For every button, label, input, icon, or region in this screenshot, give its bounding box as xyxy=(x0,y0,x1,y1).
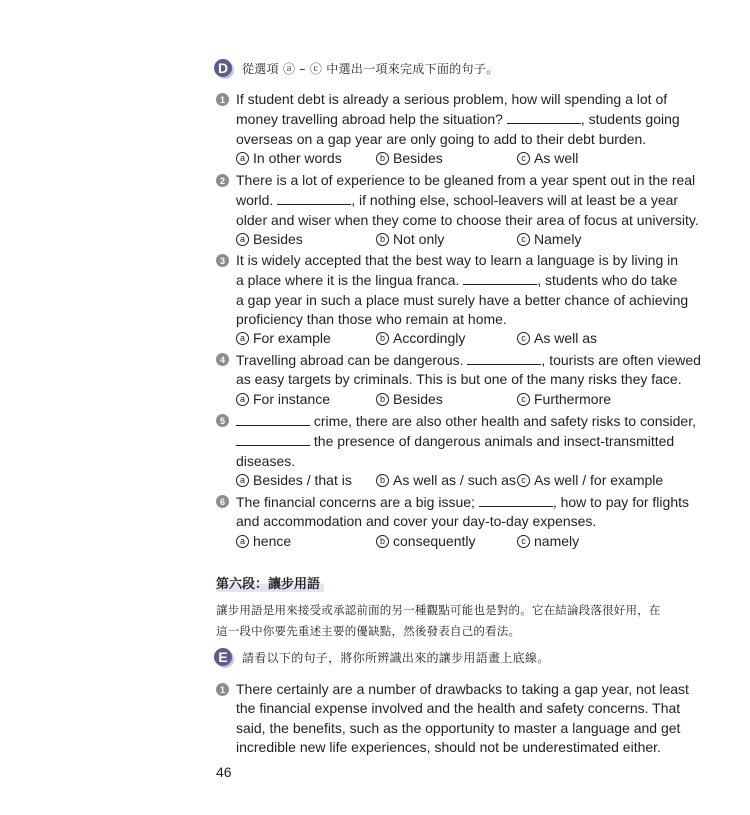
question-3 xyxy=(216,251,689,348)
option-c[interactable] xyxy=(517,471,663,490)
option-a[interactable] xyxy=(236,230,376,249)
question-number: 1 xyxy=(216,93,229,106)
question-line[interactable]: the financial expense involved and the health and safety concerns. That xyxy=(236,700,681,717)
question-line[interactable]: incredible new life experiences, should not be underestimated either. xyxy=(236,738,661,755)
question-line: diseases. xyxy=(236,452,296,469)
question-text: , students going xyxy=(580,111,680,128)
option-c[interactable] xyxy=(517,329,597,348)
answer-blank[interactable] xyxy=(467,350,541,365)
question-line xyxy=(236,492,689,512)
section-6-title: 第六段：讓步用語 xyxy=(216,573,324,592)
option-mark: a xyxy=(236,152,249,165)
option-mark: c xyxy=(517,332,530,345)
section-d-instruction: 從選項 ⓐ – ⓒ 中選出一項來完成下面的句子。 xyxy=(242,61,499,76)
question-text: crime, there are also other health and safety risks to consider, xyxy=(313,413,696,429)
option-mark: c xyxy=(517,152,530,165)
question-text: , tourists are often viewed xyxy=(541,352,701,368)
option-mark: a xyxy=(236,233,249,246)
question-text: , if nothing else, school-leavers will at least be a year xyxy=(351,192,679,209)
option-text: As well as / such as xyxy=(393,471,516,488)
option-b[interactable] xyxy=(376,471,517,490)
option-mark: b xyxy=(376,535,389,548)
option-text: In other words xyxy=(253,149,342,166)
answer-blank[interactable] xyxy=(479,492,553,507)
question-line xyxy=(236,411,696,431)
option-text: Besides xyxy=(393,149,443,166)
option-mark: b xyxy=(376,152,389,165)
option-a[interactable] xyxy=(236,329,376,348)
question-text: world. xyxy=(236,192,274,209)
question-line: and accommodation and cover your day-to-day expenses. xyxy=(236,513,597,530)
question-line xyxy=(236,431,686,451)
option-c[interactable] xyxy=(517,532,579,551)
question-text: Travelling abroad can be dangerous. xyxy=(236,352,464,368)
question-2 xyxy=(216,171,699,249)
question-5 xyxy=(216,411,696,490)
question-line: It is widely accepted that the best way to learn a language is by living in xyxy=(236,252,679,268)
question-text: The financial concerns are a big issue; xyxy=(236,494,475,510)
question-text: , how to pay for flights xyxy=(552,494,689,510)
option-mark: b xyxy=(376,332,389,345)
option-mark: a xyxy=(236,393,249,406)
question-number: 2 xyxy=(216,174,229,187)
option-text: For instance xyxy=(253,390,331,407)
option-text: namely xyxy=(534,532,580,549)
question-line: a gap year in such a place must surely have a better chance of achieving xyxy=(236,291,689,308)
option-c[interactable] xyxy=(517,390,611,409)
question-line xyxy=(236,190,686,210)
section-6-paragraph-line: 讓步用語是用來接受或承認前面的另一種觀點可能也是對的。它在結論段落很好用，在 xyxy=(216,603,661,617)
question-number: 5 xyxy=(216,414,229,427)
section-e-badge: E xyxy=(214,648,232,666)
options-row xyxy=(236,390,686,409)
answer-blank[interactable] xyxy=(507,109,581,124)
question-line: proficiency than those who remain at home. xyxy=(236,310,507,327)
question-line: overseas on a gap year are only going to add to their debt burden. xyxy=(236,130,647,147)
question-line: older and wiser when they come to choose their area of focus at university. xyxy=(236,211,699,228)
question-number: 3 xyxy=(216,254,229,267)
question-1 xyxy=(216,90,686,168)
options-row xyxy=(236,230,686,249)
option-c[interactable] xyxy=(517,230,581,249)
section-d-header xyxy=(214,59,498,77)
question-line xyxy=(236,350,701,370)
question-line: as easy targets by criminals. This is but one of the many risks they face. xyxy=(236,371,682,388)
option-text: Besides xyxy=(393,390,443,407)
option-b[interactable] xyxy=(376,390,517,409)
question-line[interactable]: There certainly are a number of drawbacks to taking a gap year, not least xyxy=(236,681,689,697)
options-row xyxy=(236,532,686,551)
answer-blank[interactable] xyxy=(236,411,310,426)
option-mark: c xyxy=(517,393,530,406)
section-e-question-1 xyxy=(216,680,689,757)
question-line: If student debt is already a serious problem, how will spending a lot of xyxy=(236,91,668,107)
option-mark: a xyxy=(236,535,249,548)
option-a[interactable] xyxy=(236,532,376,551)
question-line: There is a lot of experience to be gleaned from a year spent out in the real xyxy=(236,172,696,188)
options-row xyxy=(236,471,686,490)
option-b[interactable] xyxy=(376,149,517,168)
option-mark: b xyxy=(376,474,389,487)
options-row xyxy=(236,329,686,348)
option-text: Namely xyxy=(534,230,582,247)
option-text: As well as xyxy=(534,330,598,347)
option-text: For example xyxy=(253,330,331,347)
option-a[interactable] xyxy=(236,471,376,490)
section-6-paragraph-line: 這一段中你要先重述主要的優缺點，然後發表自己的看法。 xyxy=(216,624,521,638)
option-text: As well / for example xyxy=(534,471,664,488)
option-text: Not only xyxy=(393,230,445,247)
question-number: 1 xyxy=(216,683,229,696)
option-mark: a xyxy=(236,332,249,345)
question-line[interactable]: said, the benefits, such as the opportunity to master a language and get xyxy=(236,719,681,736)
option-mark: b xyxy=(376,233,389,246)
options-row xyxy=(236,149,686,168)
question-text: , students who do take xyxy=(537,272,678,289)
option-text: Besides xyxy=(253,230,303,247)
page-number: 46 xyxy=(216,764,232,780)
question-4 xyxy=(216,350,701,409)
option-a[interactable] xyxy=(236,149,376,168)
option-text: As well xyxy=(534,149,579,166)
option-mark: b xyxy=(376,393,389,406)
question-line xyxy=(236,270,686,290)
option-b[interactable] xyxy=(376,329,517,348)
section-e-instruction: 請看以下的句子，將你所辨識出來的讓步用語畫上底線。 xyxy=(242,650,550,665)
option-mark: a xyxy=(236,474,249,487)
option-text: consequently xyxy=(393,532,476,549)
option-text: Furthermore xyxy=(534,390,612,407)
question-text: the presence of dangerous animals and insect-transmitted xyxy=(313,433,675,450)
option-a[interactable] xyxy=(236,390,376,409)
answer-blank[interactable] xyxy=(236,431,310,446)
question-text: money travelling abroad help the situation? xyxy=(236,111,503,128)
question-6 xyxy=(216,492,689,551)
option-b[interactable] xyxy=(376,532,517,551)
option-mark: c xyxy=(517,535,530,548)
option-c[interactable] xyxy=(517,149,578,168)
question-text: a place where it is the lingua franca. xyxy=(236,272,460,289)
option-b[interactable] xyxy=(376,230,517,249)
option-text: Besides / that is xyxy=(253,471,352,488)
option-text: hence xyxy=(253,532,292,549)
question-number: 4 xyxy=(216,353,229,366)
answer-blank[interactable] xyxy=(463,270,537,285)
option-mark: c xyxy=(517,233,530,246)
section-e-header xyxy=(214,648,550,666)
option-mark: c xyxy=(517,474,530,487)
option-text: Accordingly xyxy=(393,330,466,347)
question-number: 6 xyxy=(216,495,229,508)
section-d-badge: D xyxy=(214,59,232,77)
question-line xyxy=(236,109,686,129)
answer-blank[interactable] xyxy=(277,190,351,205)
